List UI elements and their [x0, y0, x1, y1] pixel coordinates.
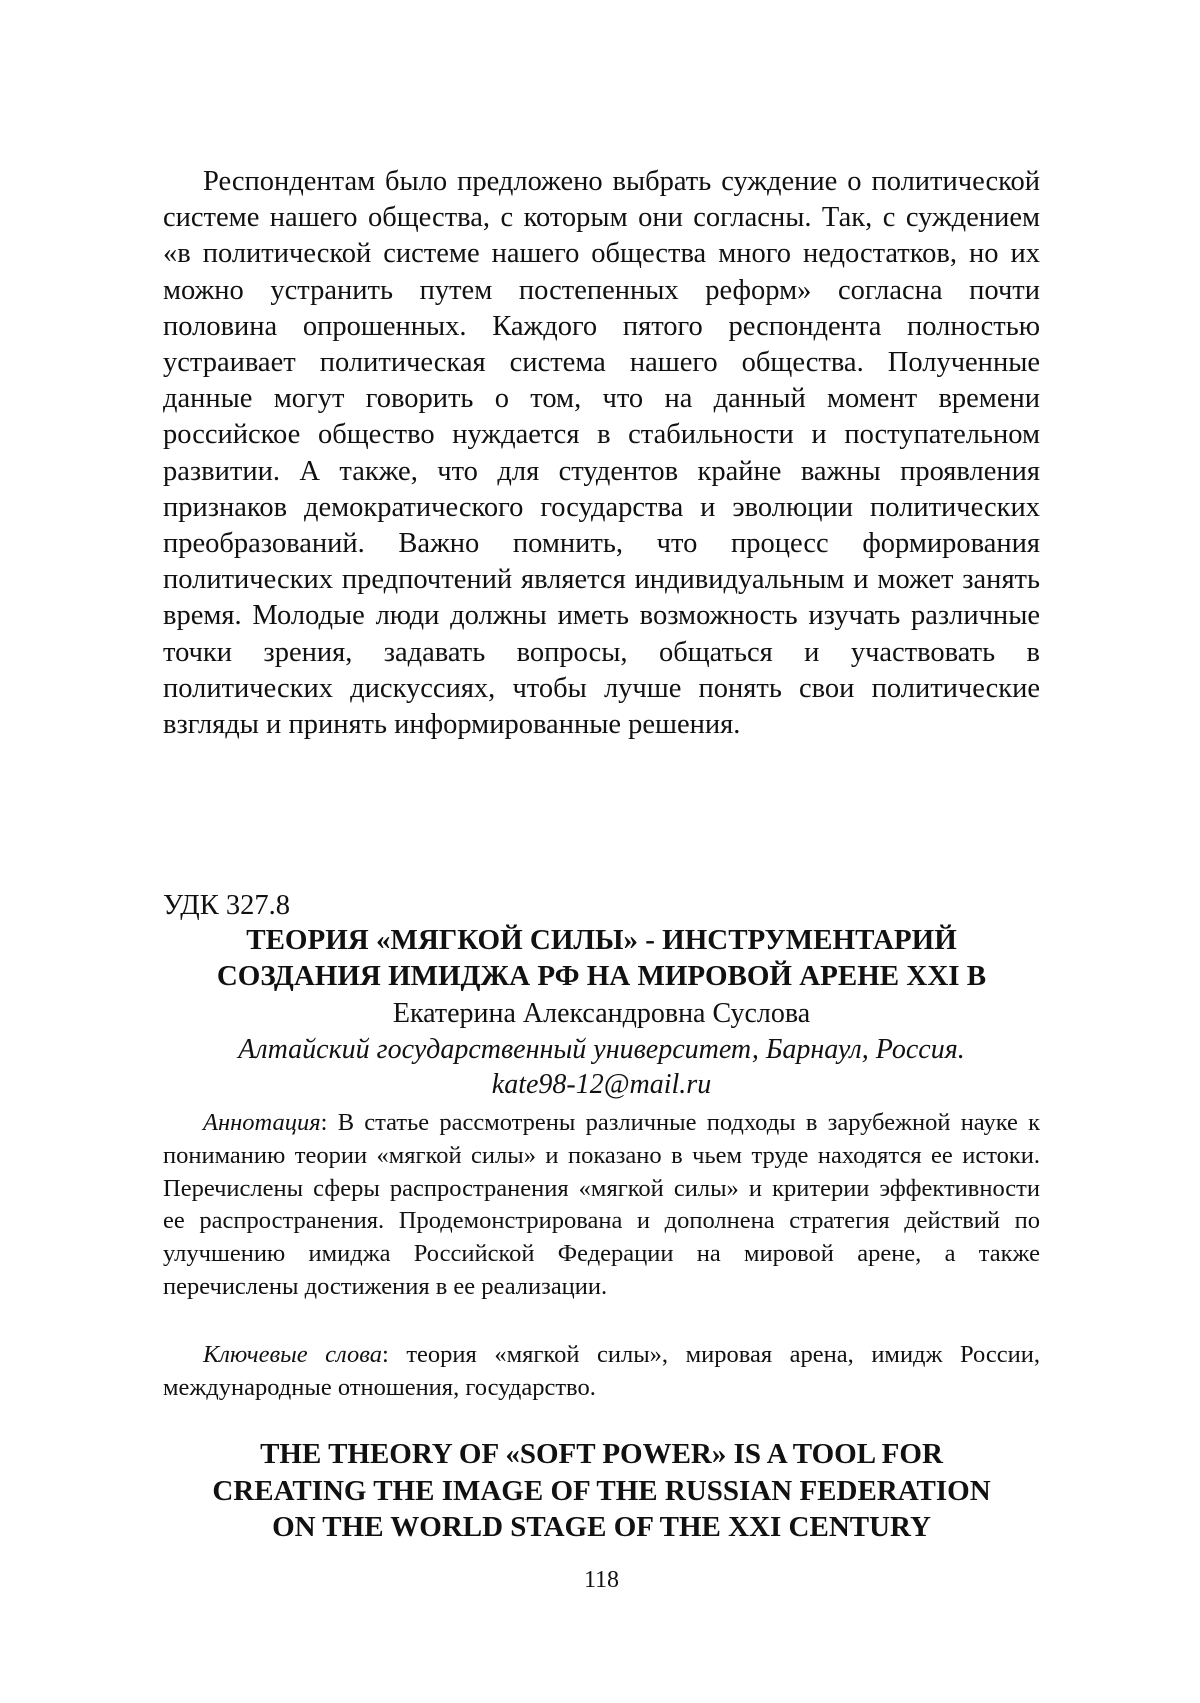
abstract-text: : В статье рассмотрены различные подходы в зарубежной науке к пониманию теории «мягкой силы» и показано в чьем труде находятся ее истоки. Перечислены сферы распространения «мягкой силы» и критерии эффективности ее распространения. Продемонстрирована и дополнена стратегия действий по улучшению имиджа Российской Федерации на мировой арене, а также перечислены достижения в ее реализации. — [163, 1109, 1040, 1300]
abstract-label: Аннотация — [203, 1109, 321, 1136]
document-page — [163, 0, 1040, 1703]
keywords-label: Ключевые слова — [203, 1341, 382, 1368]
affiliation-block — [163, 1032, 1040, 1102]
keywords-text: : теория «мягкой силы», мировая арена, имидж России, международные отношения, государство. — [163, 1341, 1040, 1401]
udk-code: УДК 327.8 — [163, 888, 290, 924]
body-paragraph: Респондентам было предложено выбрать суждение о политической системе нашего общества, с которым они согласны. Так, с суждением «в политической системе нашего общества много недостатков, но их можно устранить путем постепенных реформ» согласна почти половина опрошенных. Каждого пятого респондента полностью устраивает политическая система нашего общества. Полученные данные могут говорить о том, что на данный момент времени российское общество нуждается в стабильности и поступательном развитии. А также, что для студентов крайне важны проявления признаков демократического государства и эволюции политических преобразований. Важно помнить, что процесс формирования политических предпочтений является индивидуальным и может занять время. Молодые люди должны иметь возможность изучать различные точки зрения, задавать вопросы, общаться и участвовать в политических дискуссиях, чтобы лучше понять свои политические взгляды и принять информированные решения. — [163, 164, 1040, 743]
title-ru-line: ТЕОРИЯ «МЯГКОЙ СИЛЫ» - ИНСТРУМЕНТАРИЙ — [163, 922, 1040, 958]
keywords — [163, 1339, 1040, 1405]
title-ru-line: СОЗДАНИЯ ИМИДЖА РФ НА МИРОВОЙ АРЕНЕ XXI В — [163, 958, 1040, 994]
title-en-line: THE THEORY OF «SOFT POWER» IS A TOOL FOR — [163, 1436, 1040, 1473]
title-en-line: CREATING THE IMAGE OF THE RUSSIAN FEDERATION — [163, 1473, 1040, 1510]
title-en-line: ON THE WORLD STAGE OF THE XXI CENTURY — [163, 1509, 1040, 1546]
article-title-en — [163, 1436, 1040, 1546]
author-name: Екатерина Александровна Суслова — [163, 997, 1040, 1031]
article-title-ru — [163, 922, 1040, 994]
affiliation: Алтайский государственный университет, Барнаул, Россия. — [163, 1032, 1040, 1067]
page-number: 118 — [163, 1565, 1040, 1595]
author-email: kate98-12@mail.ru — [163, 1067, 1040, 1102]
abstract — [163, 1107, 1040, 1304]
